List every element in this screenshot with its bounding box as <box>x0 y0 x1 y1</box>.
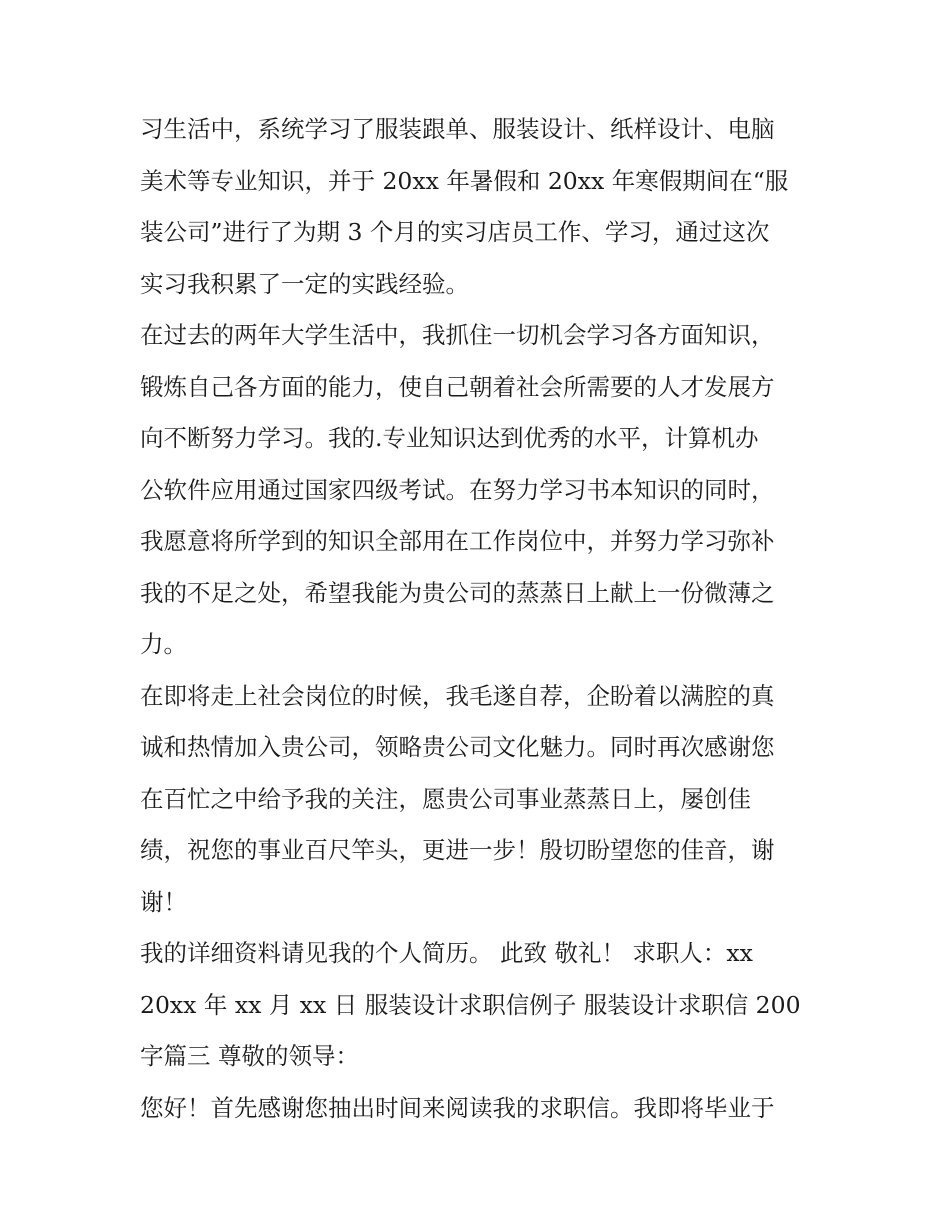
text-line: 力。 <box>140 630 187 658</box>
text-line: 在过去的两年大学生活中，我抓住一切机会学习各方面知识， <box>140 321 775 349</box>
text-line: 绩，祝您的事业百尺竿头，更进一步！殷切盼望您的佳音，谢 <box>140 836 775 864</box>
text-line: 习生活中，系统学习了服装跟单、服装设计、纸样设计、电脑 <box>140 115 775 143</box>
text-line: 在即将走上社会岗位的时候，我毛遂自荐，企盼着以满腔的真 <box>140 681 775 710</box>
text-line: 字篇三 尊敬的领导： <box>140 1042 359 1070</box>
text-line: 装公司”进行了为期 3 个月的实习店员工作、学习，通过这次 <box>140 218 770 246</box>
text-line: 向不断努力学习。我的.专业知识达到优秀的水平，计算机办 <box>140 424 759 452</box>
text-line: 锻炼自己各方面的能力，使自己朝着社会所需要的人才发展方 <box>140 372 775 401</box>
text-line: 20xx 年 xx 月 xx 日 服装设计求职信例子 服装设计求职信 200 <box>140 990 801 1019</box>
text-line: 我愿意将所学到的知识全部用在工作岗位中，并努力学习弥补 <box>140 527 775 555</box>
text-line: 在百忙之中给予我的关注，愿贵公司事业蒸蒸日上，屡创佳 <box>140 784 751 813</box>
document-body <box>140 104 820 1134</box>
text-line: 我的不足之处，希望我能为贵公司的蒸蒸日上献上一份微薄之 <box>140 578 775 607</box>
text-line: 诚和热情加入贵公司，领略贵公司文化魅力。同时再次感谢您 <box>140 733 775 761</box>
text-line: 实习我积累了一定的实践经验。 <box>140 269 469 298</box>
text-line: 您好！首先感谢您抽出时间来阅读我的求职信。我即将毕业于 <box>140 1093 775 1122</box>
text-line: 公软件应用通过国家四级考试。在努力学习书本知识的同时， <box>140 475 775 504</box>
text-line: 谢！ <box>140 887 187 916</box>
text-line: 我的详细资料请见我的个人简历。 此致 敬礼！ 求职人：xx <box>140 939 753 967</box>
text-line: 美术等专业知识，并于 20xx 年暑假和 20xx 年寒假期间在“服 <box>140 166 789 195</box>
